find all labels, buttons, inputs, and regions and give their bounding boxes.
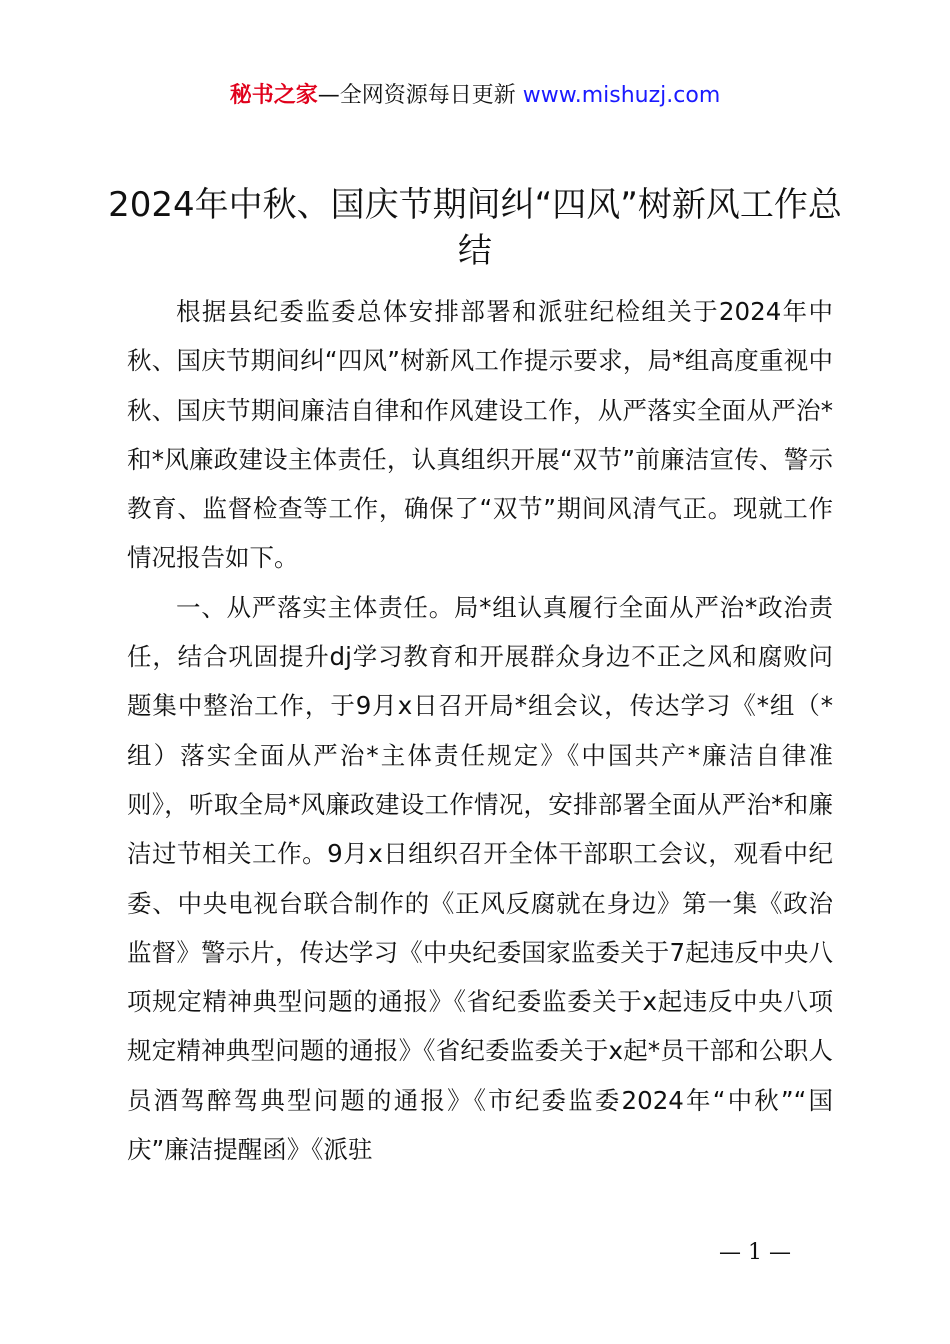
document-title: 2024年中秋、国庆节期间纠“四风”树新风工作总结 [108,185,842,271]
paragraph-section-1: 一、从严落实主体责任。局*组认真履行全面从严治*政治责任，结合巩固提升dj学习教育和开展群众身边不正之风和腐败问题集中整治工作，于9月x日召开局*组会议，传达学习《*组（*组）落实全面从严治*主体责任规定》《中国共产*廉洁自律准则》，听取全局*风廉政建设工作情况，安排部署全面从严治*和廉洁过节相关工作。9月x日组织召开全体干部职工会议，观看中纪委、中央电视台联合制作的《正风反腐就在身边》第一集《政治监督》警示片，传达学习《中央纪委国家监委关于7起违反中央八项规定精神典型问题的通报》《省纪委监委关于x起违反中央八项规定精神典型问题的通报》《省纪委监委关于x起*员干部和公职人员酒驾醉驾典型问题的通报》《市纪委监委2024年“中秋”“国庆”廉洁提醒函》《派驻 [127,592,833,1165]
paragraph-intro: 根据县纪委监委总体安排部署和派驻纪检组关于2024年中秋、国庆节期间纠“四风”树新风工作提示要求，局*组高度重视中秋、国庆节期间廉洁自律和作风建设工作，从严落实全面从严治*和*风廉政建设主体责任，认真组织开展“双节”前廉洁宣传、警示教育、监督检查等工作，确保了“双节”期间风清气正。现就工作情况报告如下。 [127,297,833,573]
site-banner [0,80,950,112]
document-body [127,287,833,1174]
page-number: — 1 — [719,1240,791,1265]
brand-name: 秘书之家 [229,83,318,108]
banner-tagline: —全网资源每日更新 [317,83,516,108]
site-url-link[interactable]: www.mishuzj.com [522,83,721,108]
